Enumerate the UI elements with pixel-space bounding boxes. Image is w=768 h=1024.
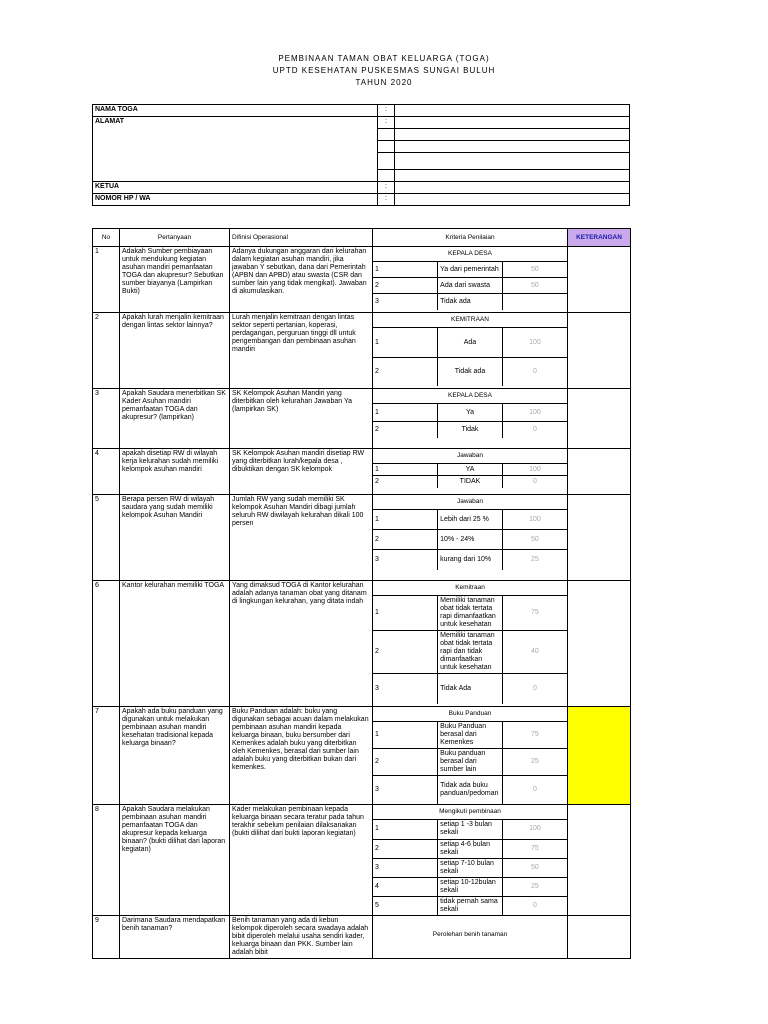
identity-table xyxy=(92,104,630,206)
header-kriteria: Kriteria Penilaian xyxy=(373,229,568,247)
table-row xyxy=(93,804,631,915)
keterangan-cell[interactable] xyxy=(568,581,631,707)
option-score: 50 xyxy=(502,858,567,877)
option-score: 0 xyxy=(502,476,567,488)
criteria-heading: KEMITRAAN xyxy=(373,313,567,328)
option-number: 1 xyxy=(373,819,438,839)
option-text: Buku Panduan berasal dari Kemenkes xyxy=(438,722,503,749)
row-question: Berapa persen RW di wilayah saudara yang sudah memiliki kelompok Asuhan Mandiri xyxy=(120,495,230,581)
keterangan-cell[interactable] xyxy=(568,247,631,313)
option-number: 1 xyxy=(373,596,438,631)
row-number: 5 xyxy=(93,495,120,581)
option-text: tidak pernah sama sekali xyxy=(438,896,503,915)
header-keterangan: KETERANGAN xyxy=(568,229,631,247)
row-number: 8 xyxy=(93,804,120,915)
criteria-heading: KEPALA DESA xyxy=(373,247,567,262)
colon-blank xyxy=(378,141,395,153)
row-definition: Yang dimaksud TOGA di Kantor kelurahan adalah adanya tanaman obat yang ditanam di lingkungan kelurahan, yang ditata indah xyxy=(230,581,373,707)
criteria-option[interactable] xyxy=(373,776,567,804)
criteria-option[interactable] xyxy=(373,550,567,570)
doc-subtitle: UPTD KESEHATAN PUSKESMAS SUNGAI BULUH xyxy=(272,66,496,75)
row-definition: Kader melakukan pembinaan kepada keluarga binaan secara teratur pada tahun terakhir sebelum penilaian dilaksanakan (bukti dilihat dari bukti laporan kegiatan) xyxy=(230,804,373,915)
criteria-cell xyxy=(373,804,568,915)
option-number: 1 xyxy=(373,328,438,358)
header-pertanyaan: Pertanyaan xyxy=(120,229,230,247)
option-text: Ya dari pemerintah xyxy=(438,262,503,278)
keterangan-cell[interactable] xyxy=(568,449,631,495)
option-text: Memiliki tanaman obat tidak tertata rapi dimanfaatkan untuk kesehatan xyxy=(438,596,503,631)
row-number: 1 xyxy=(93,247,120,313)
option-number: 5 xyxy=(373,896,438,915)
assessment-table xyxy=(92,228,631,959)
colon: : xyxy=(378,194,395,206)
keterangan-cell[interactable] xyxy=(568,313,631,389)
table-row xyxy=(93,581,631,707)
row-question: Darimana Saudara mendapatkan benih tanaman? xyxy=(120,915,230,958)
table-row xyxy=(93,389,631,449)
option-number: 2 xyxy=(373,422,438,438)
row-number: 4 xyxy=(93,449,120,495)
criteria-option[interactable] xyxy=(373,328,567,358)
header-no: No xyxy=(93,229,120,247)
option-score: 0 xyxy=(502,674,567,704)
criteria-option[interactable] xyxy=(373,530,567,550)
table-row xyxy=(93,707,631,805)
row-definition: Jumlah RW yang sudah memiliki SK kelompok Asuhan Mandiri dibagi jumlah seluruh RW diwilayah kelurahan dikali 100 persen xyxy=(230,495,373,581)
option-score: 75 xyxy=(502,722,567,749)
ketua-field[interactable] xyxy=(395,182,630,194)
option-text: Tidak ada buku panduan/pedoman xyxy=(438,776,503,804)
option-number: 2 xyxy=(373,530,438,550)
alamat-field-2[interactable] xyxy=(395,129,630,141)
option-text: Lebih dari 25 % xyxy=(438,510,503,530)
keterangan-cell[interactable] xyxy=(568,915,631,958)
option-number: 2 xyxy=(373,476,438,488)
criteria-heading: Buku Panduan xyxy=(373,707,567,722)
option-number: 1 xyxy=(373,722,438,749)
criteria-option[interactable] xyxy=(373,422,567,438)
table-row xyxy=(93,449,631,495)
option-text: Tidak ada xyxy=(438,358,503,386)
option-text: setiap 1 -3 bulan sekali xyxy=(438,819,503,839)
row-definition: SK Kelompok Asuhan mandiri disetiap RW yang diterbitkan lurah/kepala desa , dibuktikan dengan SK kelompok xyxy=(230,449,373,495)
option-text: YA xyxy=(438,464,503,476)
option-score: 75 xyxy=(502,596,567,631)
option-score: 0 xyxy=(502,896,567,915)
row-definition: Adanya dukungan anggaran dari kelurahan dalam kegiatan asuhan mandiri, jika jawaban Y sebutkan, dana dari Pemerintah (APBN dan APBD) atau swasta (CSR dan sumber lain yang tidak mengikat). Jawaban di akumulasikan. xyxy=(230,247,373,313)
criteria-cell xyxy=(373,313,568,389)
row-number: 2 xyxy=(93,313,120,389)
option-text: kurang dari 10% xyxy=(438,550,503,570)
colon: : xyxy=(378,105,395,117)
option-text: setiap 7-10 bulan sekali xyxy=(438,858,503,877)
colon-blank xyxy=(378,170,395,182)
label-nama-toga: NAMA TOGA xyxy=(93,105,378,117)
row-question: Apakah lurah menjalin kemitraan dengan lintas sektor lainnya? xyxy=(120,313,230,389)
keterangan-cell[interactable] xyxy=(568,804,631,915)
colon-blank xyxy=(378,129,395,141)
criteria-heading: Perolehan benih tanaman xyxy=(432,930,508,938)
alamat-field-4[interactable] xyxy=(395,153,630,170)
row-definition: Buku Panduan adalah: buku yang digunakan sebagai acuan dalam melakukan pembinaan asuhan mandiri kepada keluarga binaan, buku bersumber dari Kemenkes adalah buku yang diterbitkan oleh Kemenkes, berasal dari sumber lain adalah buku yang diterbitkan bukan dari kemenkes. xyxy=(230,707,373,805)
option-score xyxy=(502,294,567,310)
option-score: 100 xyxy=(502,404,567,422)
doc-title: PEMBINAAN TAMAN OBAT KELUARGA (TOGA) xyxy=(278,54,490,63)
option-score: 0 xyxy=(502,358,567,386)
alamat-field-3[interactable] xyxy=(395,141,630,153)
option-number: 2 xyxy=(373,358,438,386)
option-number: 2 xyxy=(373,749,438,776)
table-row xyxy=(93,495,631,581)
keterangan-cell[interactable] xyxy=(568,389,631,449)
row-question: Apakah Saudara melakukan pembinaan asuhan mandiri pemanfaatan TOGA dan akupresur kepada keluarga binaan? (bukti dilihat dari laporan kegiatan) xyxy=(120,804,230,915)
option-number: 1 xyxy=(373,404,438,422)
criteria-cell xyxy=(373,581,568,707)
table-row xyxy=(93,247,631,313)
criteria-option[interactable] xyxy=(373,819,567,839)
option-number: 4 xyxy=(373,877,438,896)
option-number: 3 xyxy=(373,294,438,310)
option-score: 50 xyxy=(502,530,567,550)
option-text: setiap 4-6 bulan sekali xyxy=(438,839,503,858)
option-number: 3 xyxy=(373,550,438,570)
criteria-heading: Jawaban xyxy=(373,495,567,510)
option-score: 25 xyxy=(502,550,567,570)
criteria-option[interactable] xyxy=(373,358,567,386)
criteria-option[interactable] xyxy=(373,510,567,530)
criteria-heading: Kemitraan xyxy=(373,581,567,596)
option-number: 1 xyxy=(373,262,438,278)
option-score: 50 xyxy=(502,278,567,294)
row-question: Apakah ada buku panduan yang digunakan untuk melakukan pembinaan asuhan mandiri kesehatan tradisional kepada keluarga binaan? xyxy=(120,707,230,805)
option-score: 40 xyxy=(502,631,567,674)
label-ketua: KETUA xyxy=(93,182,378,194)
row-question: Apakah Saudara menerbitkan SK Kader Asuhan mandiri pemanfaatan TOGA dan akupresur? (lampirkan) xyxy=(120,389,230,449)
option-text: Ada xyxy=(438,328,503,358)
criteria-cell xyxy=(373,389,568,449)
colon: : xyxy=(378,182,395,194)
option-number: 3 xyxy=(373,858,438,877)
keterangan-cell[interactable] xyxy=(568,495,631,581)
row-definition: SK Kelompok Asuhan Mandiri yang diterbitkan oleh kelurahan Jawaban Ya (lampirkan SK) xyxy=(230,389,373,449)
option-score: 100 xyxy=(502,328,567,358)
criteria-option[interactable] xyxy=(373,896,567,915)
criteria-option[interactable] xyxy=(373,749,567,776)
option-text: Tidak xyxy=(438,422,503,438)
option-number: 1 xyxy=(373,510,438,530)
row-number: 7 xyxy=(93,707,120,805)
option-score: 0 xyxy=(502,422,567,438)
row-number: 9 xyxy=(93,915,120,958)
criteria-heading: Jawaban xyxy=(373,449,567,464)
option-text: setiap 10-12bulan sekali xyxy=(438,877,503,896)
option-text: Memiliki tanaman obat tidak tertata rapi dan tidak dimanfaatkan untuk kesehatan xyxy=(438,631,503,674)
criteria-cell xyxy=(373,247,568,313)
option-score: 75 xyxy=(502,839,567,858)
criteria-cell xyxy=(373,707,568,805)
table-row xyxy=(93,915,631,958)
option-score: 100 xyxy=(502,464,567,476)
option-number: 2 xyxy=(373,839,438,858)
option-text: Tidak Ada xyxy=(438,674,503,704)
criteria-option[interactable] xyxy=(373,877,567,896)
criteria-option[interactable] xyxy=(373,839,567,858)
row-question: Kantor kelurahan memiliki TOGA xyxy=(120,581,230,707)
criteria-option[interactable] xyxy=(373,674,567,704)
option-score: 25 xyxy=(502,877,567,896)
label-nomor: NOMOR HP / WA xyxy=(93,194,378,206)
option-number: 3 xyxy=(373,776,438,804)
table-row xyxy=(93,313,631,389)
nama-toga-field[interactable] xyxy=(395,105,630,117)
doc-year: TAHUN 2020 xyxy=(355,78,413,87)
option-text: TIDAK xyxy=(438,476,503,488)
option-text: Ada dari swasta xyxy=(438,278,503,294)
keterangan-cell[interactable] xyxy=(568,707,631,805)
option-score: 50 xyxy=(502,262,567,278)
option-number: 2 xyxy=(373,631,438,674)
criteria-option[interactable] xyxy=(373,278,567,294)
option-score: 0 xyxy=(502,776,567,804)
option-score: 25 xyxy=(502,749,567,776)
criteria-option[interactable] xyxy=(373,404,567,422)
criteria-option[interactable] xyxy=(373,262,567,278)
option-text: Tidak ada xyxy=(438,294,503,310)
criteria-option[interactable] xyxy=(373,631,567,674)
criteria-heading: Mengikuti pembinaan xyxy=(373,805,567,820)
criteria-option[interactable] xyxy=(373,294,567,310)
option-number: 3 xyxy=(373,674,438,704)
row-definition: Benih tanaman yang ada di kebun kelompok diperoleh secara swadaya adalah bibit diperoleh melalui usaha sendiri kader, keluarga binaan dan PKK. Sumber lain adalah bibit xyxy=(230,915,373,958)
row-number: 6 xyxy=(93,581,120,707)
nomor-field[interactable] xyxy=(395,194,630,206)
option-score: 100 xyxy=(502,510,567,530)
criteria-heading: KEPALA DESA xyxy=(373,389,567,404)
criteria-option[interactable] xyxy=(373,596,567,631)
criteria-option[interactable] xyxy=(373,858,567,877)
row-definition: Lurah menjalin kemitraan dengan lintas sektor seperti pertanian, koperasi, perdagangan, perguruan tinggi dll untuk pengembangan dan pembinaan asuhan mandiri xyxy=(230,313,373,389)
colon-blank xyxy=(378,153,395,170)
criteria-option[interactable] xyxy=(373,464,567,476)
row-question: Adakah Sumber pembiayaan untuk mendukung kegiatan asuhan mandiri pemanfaatan TOGA dan akupresur? Sebutkan sumber biayanya (Lampirkan Bukti) xyxy=(120,247,230,313)
colon: : xyxy=(378,117,395,129)
alamat-field-5[interactable] xyxy=(395,170,630,182)
criteria-option[interactable] xyxy=(373,722,567,749)
row-question: apakah disetiap RW di wilayah kerja kelurahan sudah memiliki kelompok asuhan mandiri xyxy=(120,449,230,495)
criteria-cell xyxy=(373,495,568,581)
option-number: 1 xyxy=(373,464,438,476)
label-alamat: ALAMAT xyxy=(93,117,378,182)
criteria-option[interactable] xyxy=(373,476,567,488)
option-number: 2 xyxy=(373,278,438,294)
criteria-cell xyxy=(373,449,568,495)
option-score: 100 xyxy=(502,819,567,839)
option-text: 10% - 24% xyxy=(438,530,503,550)
option-text: Ya xyxy=(438,404,503,422)
header-definisi: Difinisi Operasional xyxy=(230,229,373,247)
criteria-cell xyxy=(373,915,568,958)
option-text: Buku panduan berasal dari sumber lain xyxy=(438,749,503,776)
alamat-field-1[interactable] xyxy=(395,117,630,129)
row-number: 3 xyxy=(93,389,120,449)
